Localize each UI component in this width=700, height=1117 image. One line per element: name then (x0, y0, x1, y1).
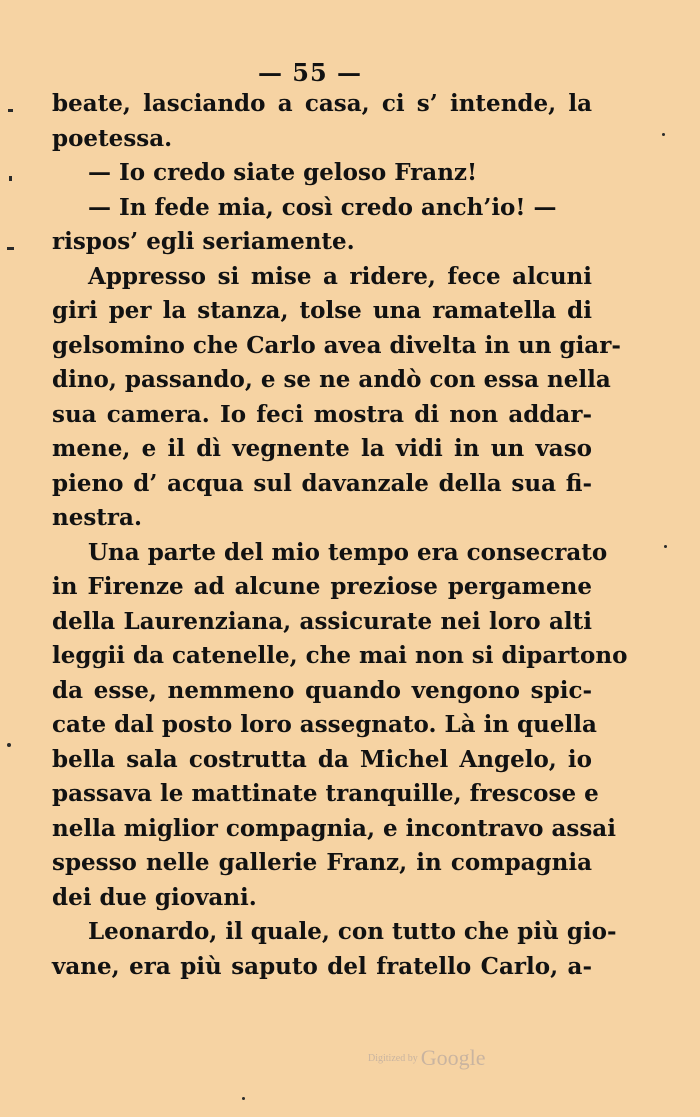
text-line: leggii da catenelle, che mai non si dipartono (52, 642, 628, 669)
text-line: beate, lasciando a casa, ci s’ intende, la (52, 90, 592, 117)
scan-mark (7, 247, 14, 250)
scan-mark (9, 176, 12, 181)
watermark-digitized-by: Digitized by (368, 1052, 418, 1064)
watermark-brand: Google (420, 1045, 486, 1070)
text-line: bella sala costrutta da Michel Angelo, io (52, 745, 592, 773)
text-line: in Firenze ad alcune preziose pergamene (52, 573, 592, 600)
text-line: — Io credo siate geloso Franz! (88, 159, 478, 186)
text-line: giri per la stanza, tolse una ramatella di (52, 297, 592, 324)
text-line: Una parte del mio tempo era consecrato (88, 538, 608, 566)
text-line: Appresso si mise a ridere, fece alcuni (88, 262, 592, 290)
scan-dot (7, 743, 11, 747)
text-line: nella miglior compagnia, e incontravo assai (52, 814, 616, 842)
text-line: della Laurenziana, assicurate nei loro alti (52, 607, 592, 635)
text-line: mene, e il dì vegnente la vidi in un vaso (52, 435, 592, 462)
scan-dot (662, 133, 665, 136)
text-line: da esse, nemmeno quando vengono spic- (52, 676, 592, 704)
text-line: dei due giovani. (52, 883, 257, 911)
text-line: nestra. (52, 504, 142, 531)
text-line: pieno d’ acqua sul davanzale della sua fi- (52, 469, 592, 497)
text-line: passava le mattinate tranquille, frescose e (52, 780, 599, 807)
body-text (52, 87, 628, 984)
scan-dot (664, 545, 667, 548)
text-line: — In fede mia, così credo anch’io! — (88, 193, 557, 221)
google-watermark (368, 1045, 518, 1075)
text-line: rispos’ egli seriamente. (52, 228, 355, 255)
text-line: Leonardo, il quale, con tutto che più gio- (88, 918, 617, 945)
text-line: cate dal posto loro assegnato. Là in quella (52, 711, 597, 738)
scan-mark (8, 109, 13, 112)
text-line: spesso nelle gallerie Franz, in compagnia (52, 849, 592, 876)
page-number: — 55 — (257, 58, 363, 87)
text-line: vane, era più saputo del fratello Carlo, a- (52, 952, 592, 980)
text-line: poetessa. (52, 124, 173, 152)
scan-dot (242, 1097, 245, 1100)
text-line: sua camera. Io feci mostra di non addar- (52, 400, 592, 428)
text-line: gelsomino che Carlo avea divelta in un giar- (52, 331, 621, 359)
text-line: dino, passando, e se ne andò con essa nella (52, 366, 611, 393)
